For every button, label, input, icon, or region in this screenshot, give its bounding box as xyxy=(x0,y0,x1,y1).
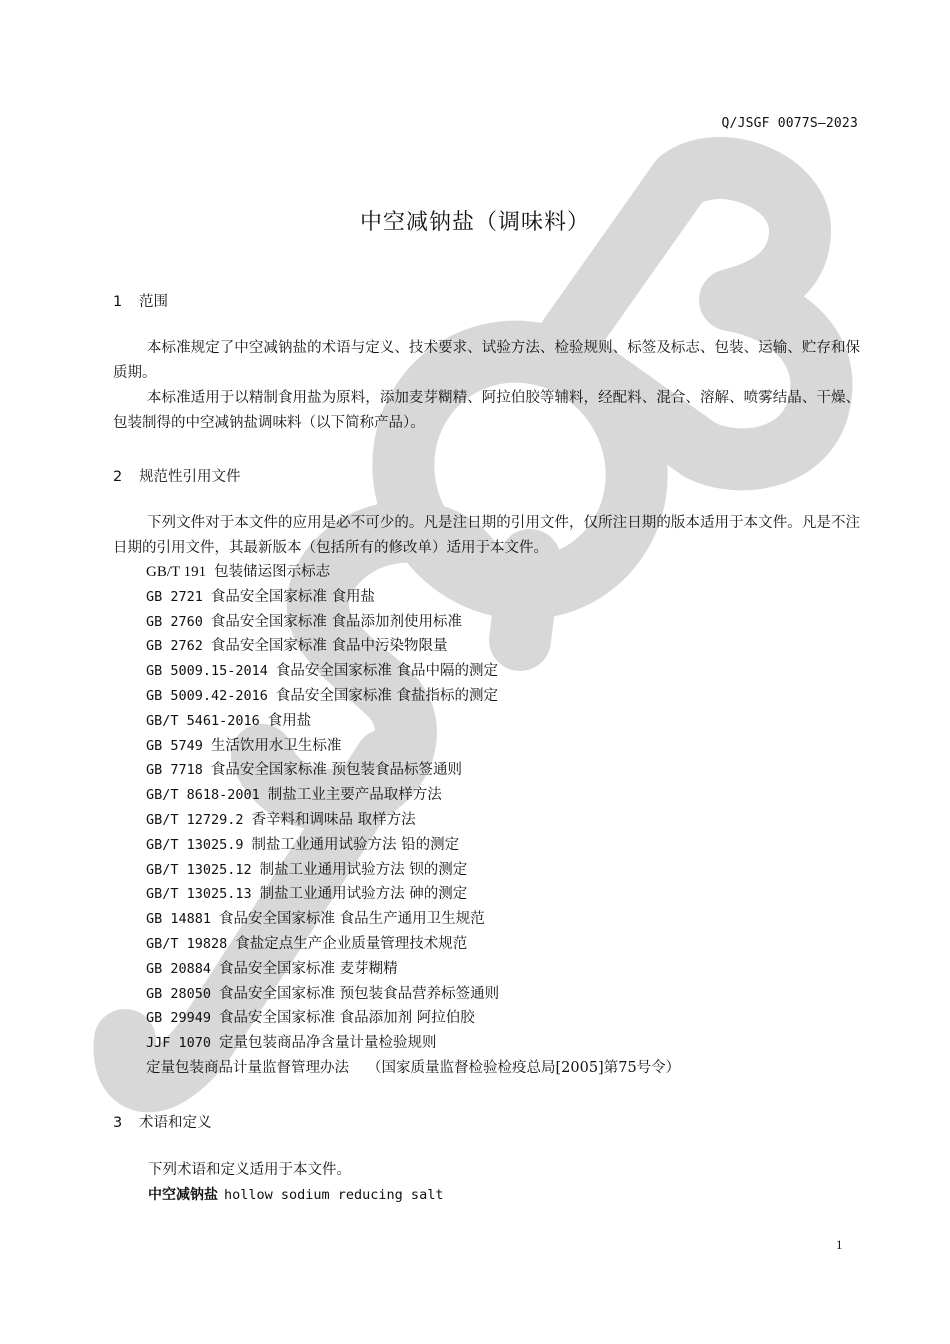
reference-name: 定量包装商品净含量计量检验规则 xyxy=(219,1035,437,1052)
reference-name: 食品安全国家标准 麦芽糊精 xyxy=(219,960,398,977)
reference-item xyxy=(146,634,680,659)
reference-item xyxy=(146,907,680,932)
reference-name: 生活饮用水卫生标准 xyxy=(210,737,342,754)
reference-code: 定量包装商品计量监督管理办法 xyxy=(146,1059,349,1076)
reference-code: GB 5009.42-2016 xyxy=(146,687,268,704)
reference-item xyxy=(146,858,680,883)
term-english: hollow sodium reducing salt xyxy=(224,1187,444,1203)
section-title: 规范性引用文件 xyxy=(139,469,241,485)
reference-code: GB/T 13025.9 xyxy=(146,836,244,853)
reference-code: GB 5749 xyxy=(146,737,203,754)
section-number: 1 xyxy=(113,294,123,310)
reference-item xyxy=(146,982,680,1007)
reference-name: 食品安全国家标准 食用盐 xyxy=(210,588,376,605)
reference-code: GB 29949 xyxy=(146,1010,212,1027)
reference-name: 包装储运图示标志 xyxy=(214,564,331,580)
terms-intro: 下列术语和定义适用于本文件。 xyxy=(148,1162,351,1178)
reference-code: GB/T 5461-2016 xyxy=(146,712,260,729)
references-intro-paragraph: 下列文件对于本文件的应用是必不可少的。凡是注日期的引用文件，仅所注日期的版本适用于本文件。凡是不注日期的引用文件，其最新版本（包括所有的修改单）适用于本文件。 xyxy=(113,515,860,556)
scope-paragraph-1: 本标准规定了中空减钠盐的术语与定义、技术要求、试验方法、检验规则、标签及标志、包装、运输、贮存和保质期。 xyxy=(113,340,860,381)
reference-name: 制盐工业主要产品取样方法 xyxy=(267,787,442,804)
reference-item xyxy=(146,758,680,783)
document-title: 中空减钠盐（调味料） xyxy=(359,210,590,235)
reference-name: 制盐工业通用试验方法 钡的测定 xyxy=(259,861,468,878)
reference-name: 食品安全国家标准 食品生产通用卫生规范 xyxy=(219,911,485,928)
reference-name: 食品安全国家标准 预包装食品营养标签通则 xyxy=(219,985,500,1002)
section-title: 术语和定义 xyxy=(139,1115,212,1131)
reference-item xyxy=(146,709,680,734)
reference-code: GB 2760 xyxy=(146,613,203,630)
reference-code: GB/T 19828 xyxy=(146,935,228,952)
reference-name: 食品安全国家标准 食品添加剂 阿拉伯胶 xyxy=(219,1010,475,1027)
reference-name: 食品安全国家标准 预包装食品标签通则 xyxy=(210,762,463,779)
reference-item xyxy=(146,560,680,585)
page-number: 1 xyxy=(836,1237,843,1252)
section-number: 3 xyxy=(113,1115,123,1131)
reference-name: 食盐定点生产企业质量管理技术规范 xyxy=(235,935,468,952)
section-1-heading xyxy=(113,290,168,311)
reference-name: 食品安全国家标准 食品添加剂使用标准 xyxy=(210,613,463,630)
reference-name: 食品安全国家标准 食盐指标的测定 xyxy=(275,687,499,704)
reference-name: （国家质量监督检验检疫总局[2005]第75号令） xyxy=(367,1059,681,1076)
reference-code: JJF 1070 xyxy=(146,1035,212,1052)
reference-item xyxy=(146,610,680,635)
reference-item xyxy=(146,734,680,759)
reference-name: 食品安全国家标准 食品中隔的测定 xyxy=(275,663,499,680)
reference-code: GB 2721 xyxy=(146,588,203,605)
section-2-heading xyxy=(113,465,241,486)
reference-item xyxy=(146,957,680,982)
reference-code: GB/T 12729.2 xyxy=(146,811,244,828)
reference-item xyxy=(146,585,680,610)
standard-code: Q/JSGF 0077S—2023 xyxy=(721,116,858,131)
term-entry xyxy=(148,1184,443,1204)
reference-name: 食用盐 xyxy=(267,712,312,729)
reference-code: GB 2762 xyxy=(146,638,203,655)
reference-item xyxy=(146,659,680,684)
reference-code: GB 20884 xyxy=(146,960,212,977)
reference-item xyxy=(146,1006,680,1031)
reference-list xyxy=(146,560,680,1081)
reference-code: GB/T 13025.13 xyxy=(146,886,252,903)
reference-item xyxy=(146,684,680,709)
reference-code: GB 7718 xyxy=(146,762,203,779)
reference-code: GB/T 191 xyxy=(146,564,207,580)
reference-code: GB/T 13025.12 xyxy=(146,861,252,878)
reference-code: GB 14881 xyxy=(146,911,212,928)
section-title: 范围 xyxy=(139,294,168,310)
term-chinese: 中空减钠盐 xyxy=(148,1187,218,1203)
reference-item xyxy=(146,808,680,833)
reference-name: 制盐工业通用试验方法 铅的测定 xyxy=(251,836,460,853)
reference-name: 香辛料和调味品 取样方法 xyxy=(251,811,416,828)
reference-name: 食品安全国家标准 食品中污染物限量 xyxy=(210,638,448,655)
scope-paragraph-2: 本标准适用于以精制食用盐为原料，添加麦芽糊精、阿拉伯胶等辅料，经配料、混合、溶解、喷雾结晶、干燥、包装制得的中空减钠盐调味料（以下简称产品）。 xyxy=(113,390,860,431)
section-3-heading xyxy=(113,1111,212,1132)
reference-name: 制盐工业通用试验方法 砷的测定 xyxy=(259,886,468,903)
reference-item xyxy=(146,882,680,907)
reference-code: GB 28050 xyxy=(146,985,212,1002)
reference-code: GB/T 8618-2001 xyxy=(146,787,260,804)
section-number: 2 xyxy=(113,469,123,485)
reference-item xyxy=(146,833,680,858)
reference-item xyxy=(146,1056,680,1081)
reference-item xyxy=(146,1031,680,1056)
reference-code: GB 5009.15-2014 xyxy=(146,663,268,680)
reference-item xyxy=(146,783,680,808)
reference-item xyxy=(146,932,680,957)
